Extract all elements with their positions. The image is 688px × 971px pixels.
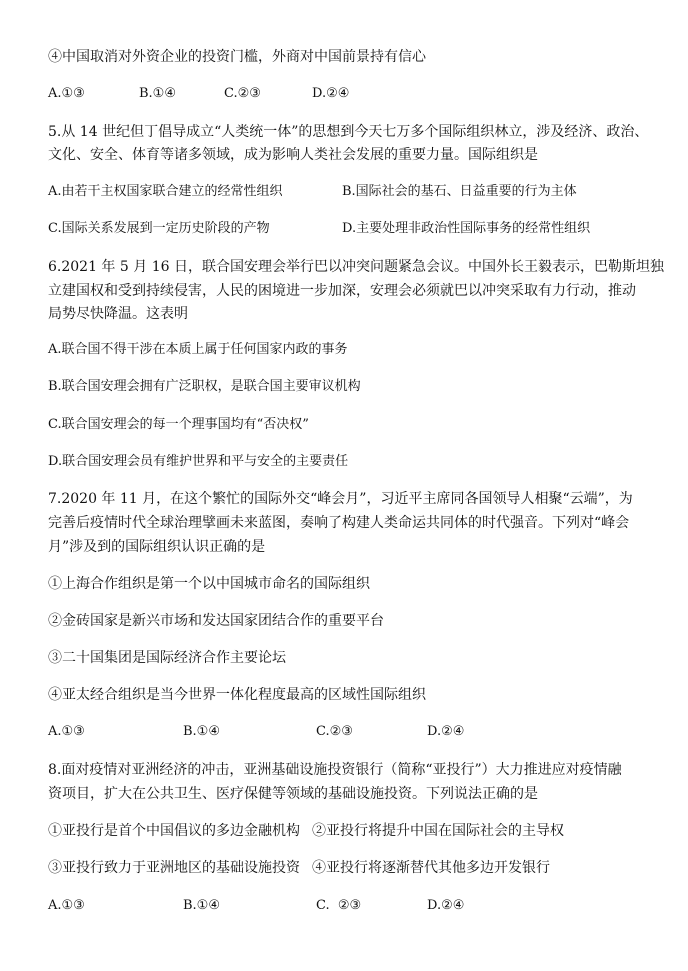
q7-option-b: B.①④	[183, 724, 220, 739]
q6-stem-line-2: 立建国权和受到持续侵害，人民的困境进一步加深，安理会必须就巴以冲突采取有力行动，推动	[48, 283, 636, 299]
q7-statement-1: ①上海合作组织是第一个以中国城市命名的国际组织	[48, 576, 370, 592]
q5-option-d: D.主要处理非政治性国际事务的经常性组织	[342, 221, 591, 236]
q8-option-a: A.①③	[48, 898, 85, 913]
q7-statement-3: ③二十国集团是国际经济合作主要论坛	[48, 650, 286, 666]
q7-option-a: A.①③	[48, 724, 85, 739]
q7-option-d: D.②④	[427, 724, 465, 739]
q8-stem-line-2: 资项目，扩大在公共卫生、医疗保健等领域的基础设施投资。下列说法正确的是	[48, 786, 538, 802]
q6-option-a: A.联合国不得干涉在本质上属于任何国家内政的事务	[48, 342, 348, 357]
q6-option-b: B.联合国安理会拥有广泛职权，是联合国主要审议机构	[48, 379, 361, 394]
q5-option-b: B.国际社会的基石、日益重要的行为主体	[342, 184, 577, 199]
q7-stem-line-3: 月”涉及到的国际组织认识正确的是	[48, 539, 266, 555]
q7-statement-2: ②金砖国家是新兴市场和发达国家团结合作的重要平台	[48, 613, 384, 629]
q7-statement-4: ④亚太经合组织是当今世界一体化程度最高的区域性国际组织	[48, 687, 426, 703]
q4-option-b: B.①④	[139, 86, 176, 101]
q6-option-d: D.联合国安理会员有维护世界和平与安全的主要责任	[48, 454, 349, 469]
q8-option-c: C. ②③	[316, 898, 362, 913]
q8-option-b: B.①④	[183, 898, 220, 913]
q6-option-c: C.联合国安理会的每一个理事国均有“否决权”	[48, 417, 309, 432]
q7-stem-line-1: 7.2020 年 11 月，在这个繁忙的国际外交“峰会月”，习近平主席同各国领导人相聚“云端”，为	[48, 491, 633, 507]
q4-statement-4: ④中国取消对外资企业的投资门槛，外商对中国前景持有信心	[48, 49, 426, 65]
q4-option-c: C.②③	[224, 86, 261, 101]
q5-option-a: A.由若干主权国家联合建立的经常性组织	[48, 184, 283, 199]
q6-stem-line-1: 6.2021 年 5 月 16 日，联合国安理会举行巴以冲突问题紧急会议。中国外长王毅表示，巴勒斯坦独	[48, 259, 664, 275]
q8-statement-1: ①亚投行是首个中国倡议的多边金融机构	[48, 823, 300, 839]
q8-option-d: D.②④	[427, 898, 465, 913]
q5-stem-line-2: 文化、安全、体育等诸多领域，成为影响人类社会发展的重要力量。国际组织是	[48, 147, 538, 163]
q8-statement-3: ③亚投行致力于亚洲地区的基础设施投资	[48, 860, 300, 876]
q8-statement-4: ④亚投行将逐渐替代其他多边开发银行	[312, 860, 550, 876]
q5-option-c: C.国际关系发展到一定历史阶段的产物	[48, 221, 270, 236]
q7-stem-line-2: 完善后疫情时代全球治理擘画未来蓝图，奏响了构建人类命运共同体的时代强音。下列对“峰会	[48, 515, 630, 531]
q7-option-c: C.②③	[316, 724, 353, 739]
q8-stem-line-1: 8.面对疫情对亚洲经济的冲击，亚洲基础设施投资银行（简称“亚投行”）大力推进应对疫情融	[48, 762, 622, 778]
q8-statement-2: ②亚投行将提升中国在国际社会的主导权	[312, 823, 564, 839]
q5-stem-line-1: 5.从 14 世纪但丁倡导成立“人类统一体”的思想到今天七万多个国际组织林立，涉及经济、政治、	[48, 124, 649, 140]
q6-stem-line-3: 局势尽快降温。这表明	[48, 306, 188, 322]
q4-option-d: D.②④	[312, 86, 350, 101]
q4-option-a: A.①③	[48, 86, 85, 101]
